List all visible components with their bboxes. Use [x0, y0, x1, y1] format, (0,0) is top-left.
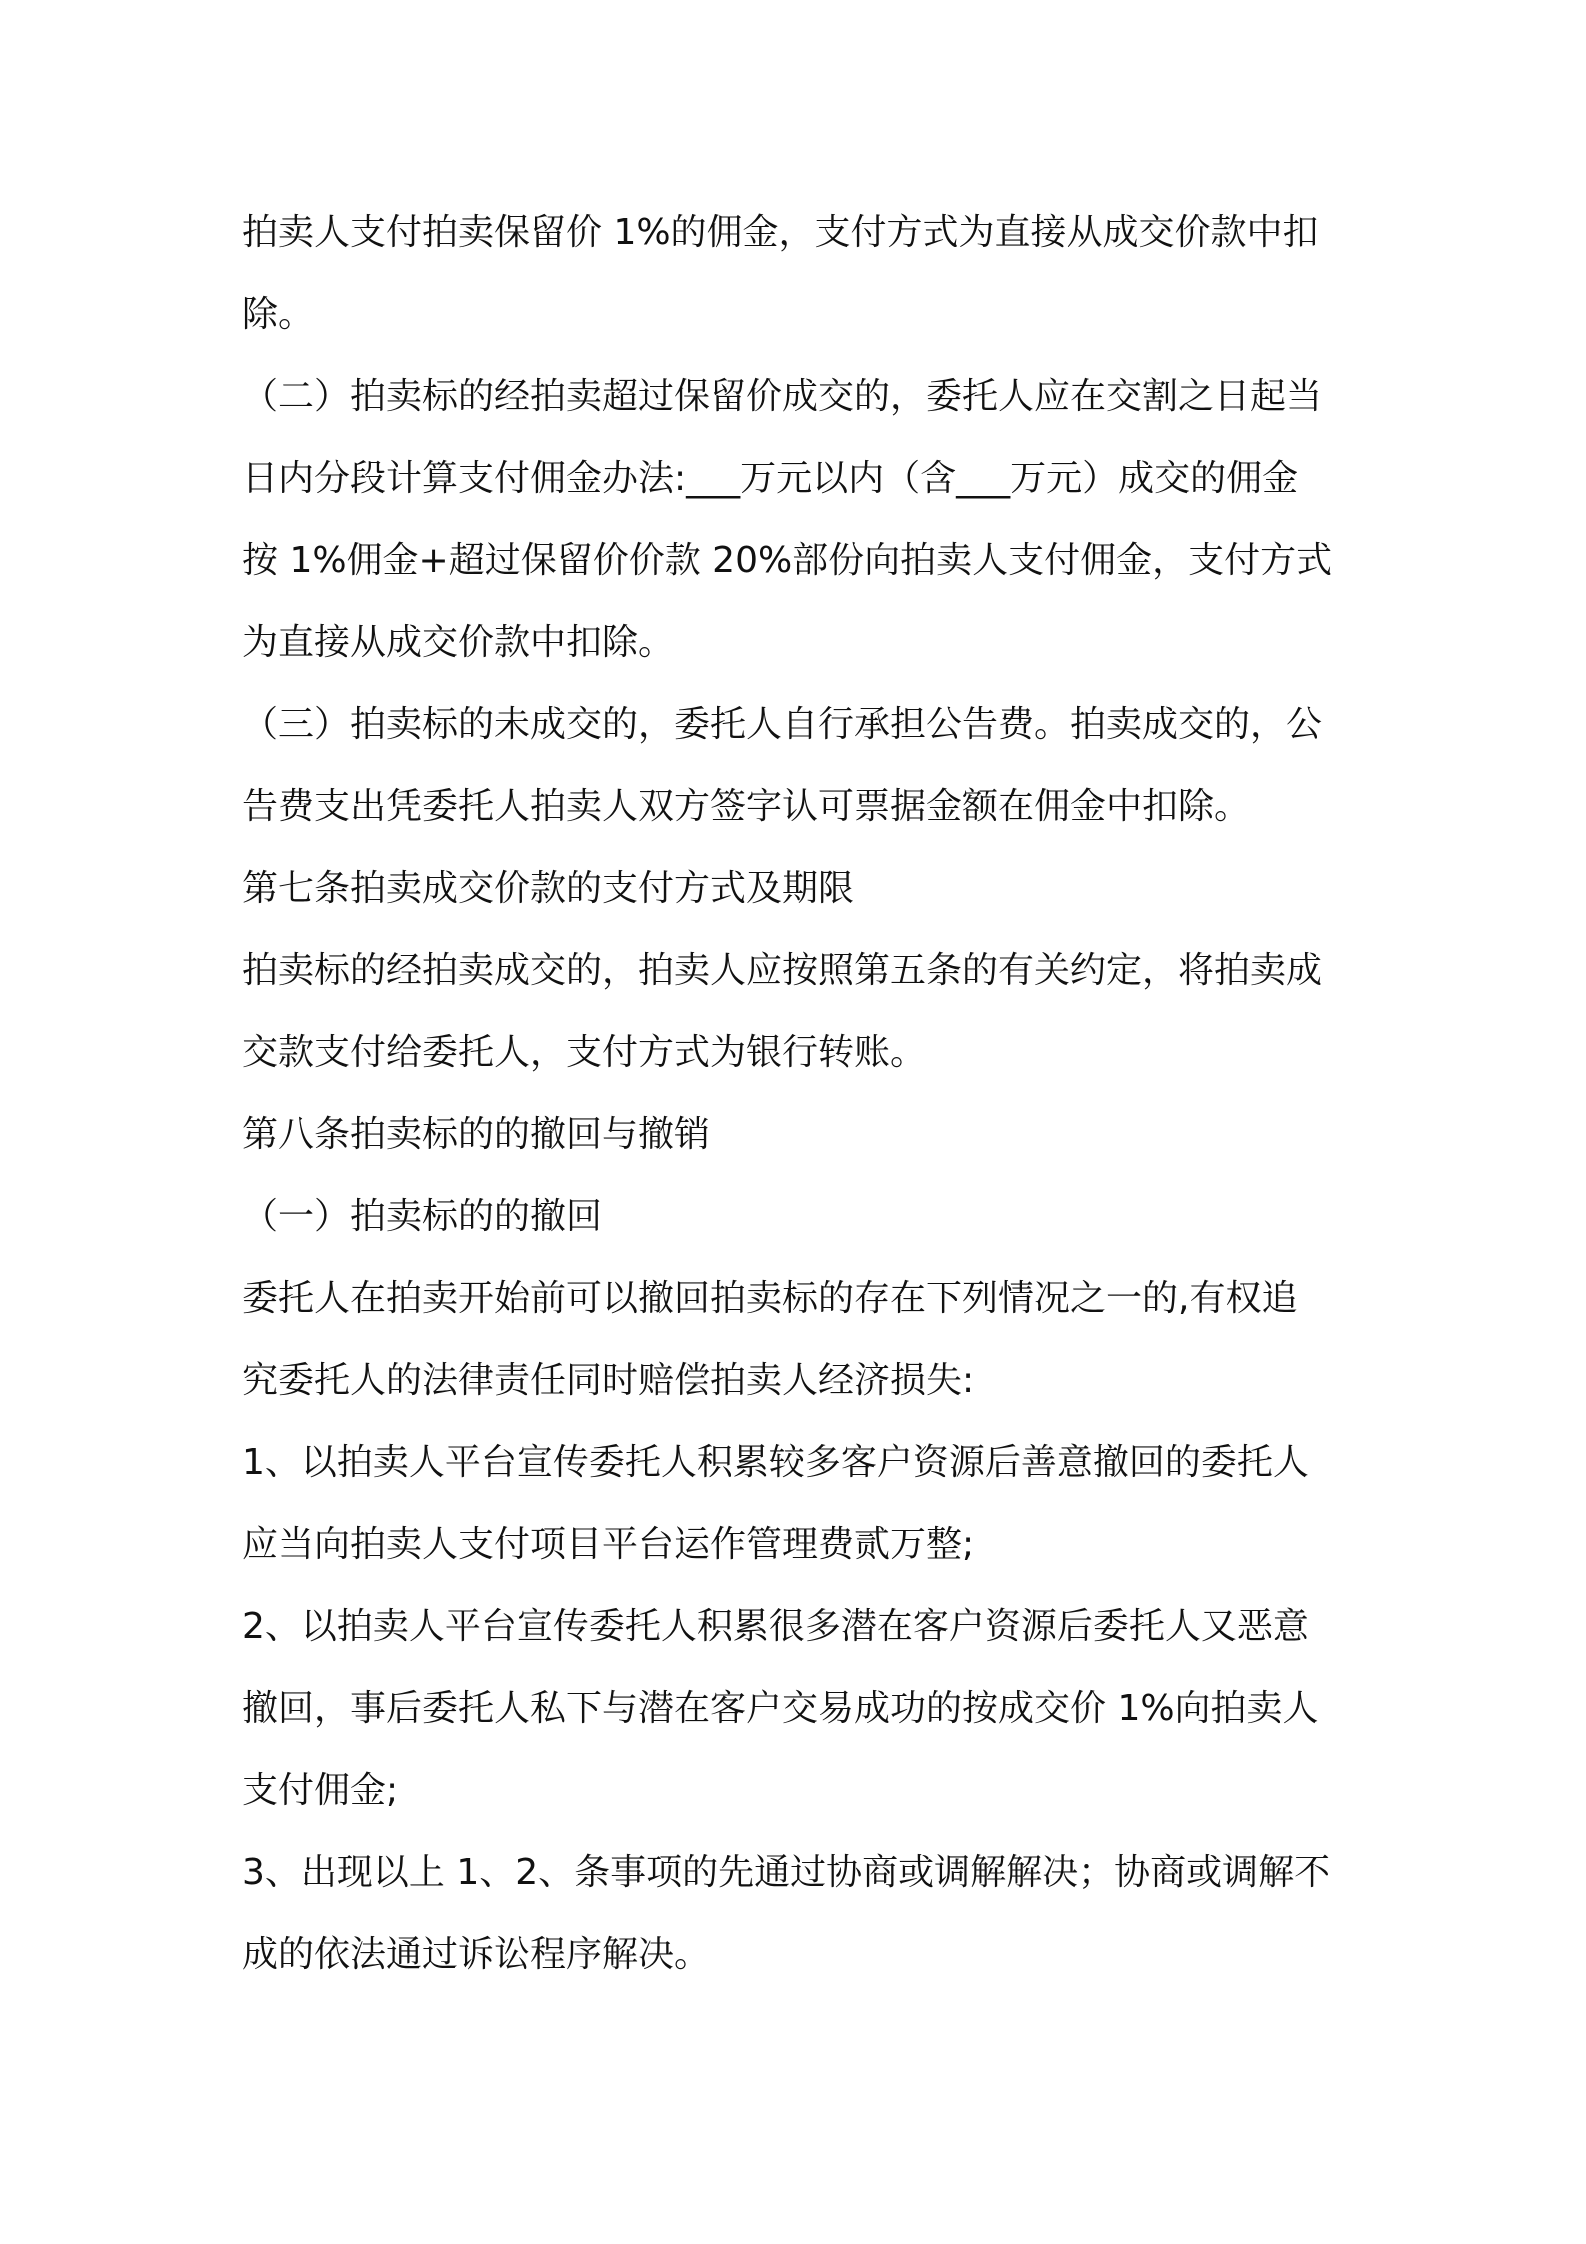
text-line: 支付佣金;: [242, 1770, 399, 1811]
text-line: 为直接从成交价款中扣除。: [242, 622, 675, 663]
text-line: （三）拍卖标的未成交的，委托人自行承担公告费。拍卖成交的，公: [242, 704, 1323, 745]
text-line: 究委托人的法律责任同时赔偿拍卖人经济损失:: [242, 1360, 975, 1401]
text-line: 撤回，事后委托人私下与潜在客户交易成功的按成交价 1%向拍卖人: [242, 1688, 1319, 1729]
text-line: （二）拍卖标的经拍卖超过保留价成交的，委托人应在交割之日起当: [242, 376, 1323, 417]
text-line: 按 1%佣金+超过保留价价款 20%部份向拍卖人支付佣金，支付方式: [242, 540, 1333, 581]
subsection-heading: （一）拍卖标的的撤回: [242, 1196, 603, 1237]
document-body: [242, 192, 1352, 1996]
text-line: 成的依法通过诉讼程序解决。: [242, 1934, 711, 1975]
list-item: 3、出现以上 1、2、条事项的先通过协商或调解解决；协商或调解不: [242, 1852, 1331, 1893]
section-heading: 第八条拍卖标的的撤回与撤销: [242, 1114, 711, 1155]
text-line: 应当向拍卖人支付项目平台运作管理费贰万整;: [242, 1524, 975, 1565]
text-line: 告费支出凭委托人拍卖人双方签字认可票据金额在佣金中扣除。: [242, 786, 1251, 827]
text-line: 交款支付给委托人，支付方式为银行转账。: [242, 1032, 927, 1073]
text-line: 除。: [242, 294, 315, 335]
list-item: 2、以拍卖人平台宣传委托人积累很多潜在客户资源后委托人又恶意: [242, 1606, 1309, 1647]
section-heading: 第七条拍卖成交价款的支付方式及期限: [242, 868, 855, 909]
text-line: 拍卖标的经拍卖成交的，拍卖人应按照第五条的有关约定，将拍卖成: [242, 950, 1323, 991]
text-line: 委托人在拍卖开始前可以撤回拍卖标的存在下列情况之一的,有权追: [242, 1278, 1298, 1319]
list-item: 1、以拍卖人平台宣传委托人积累较多客户资源后善意撤回的委托人: [242, 1442, 1309, 1483]
text-line: 日内分段计算支付佣金办法:___万元以内（含___万元）成交的佣金: [242, 458, 1299, 499]
text-line: 拍卖人支付拍卖保留价 1%的佣金，支付方式为直接从成交价款中扣: [242, 212, 1319, 253]
